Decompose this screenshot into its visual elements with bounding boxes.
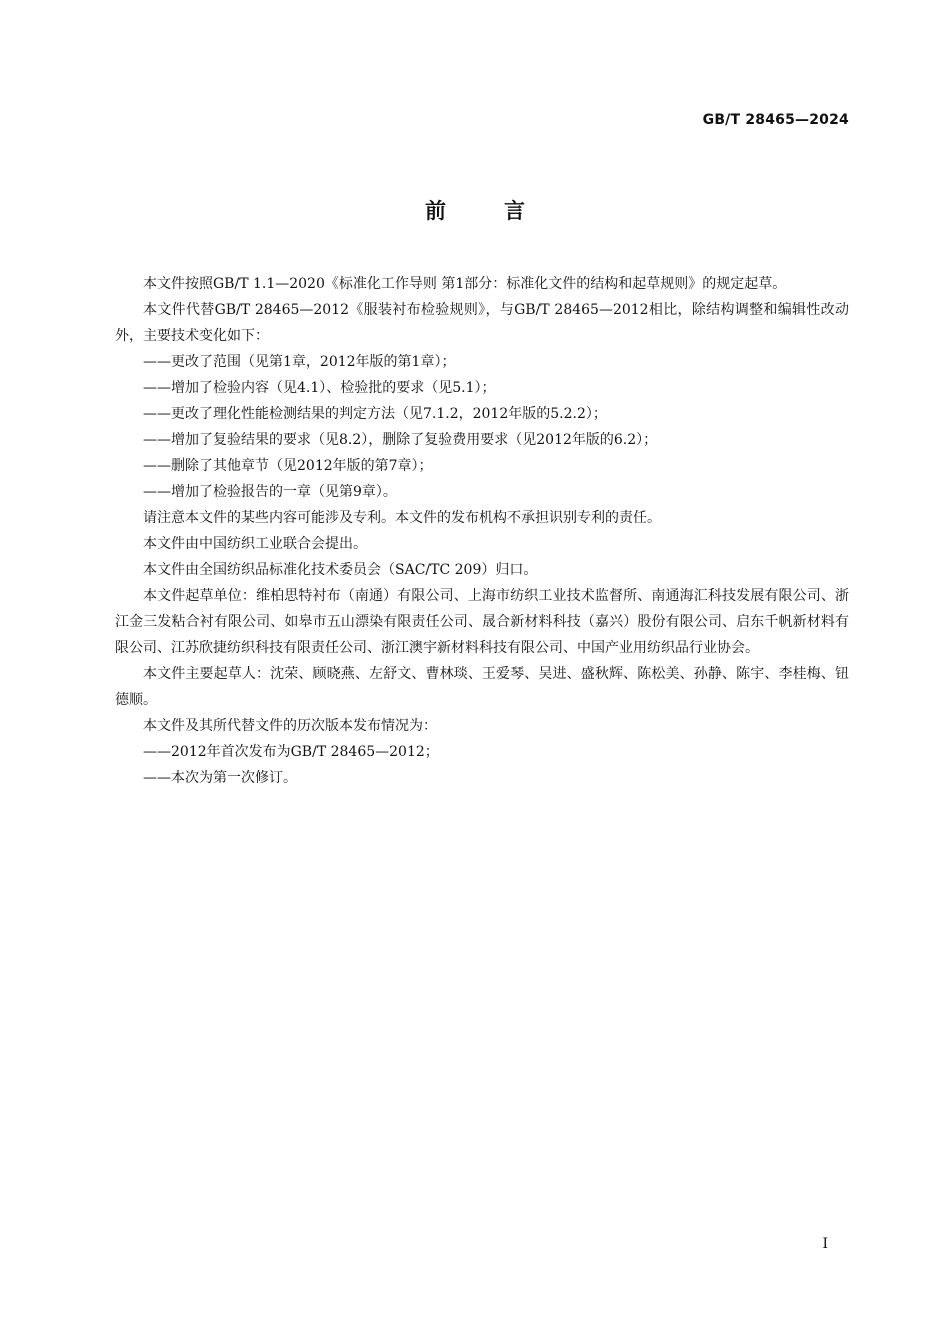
- list-item-change: ——增加了检验报告的一章（见第9章）。: [143, 484, 397, 500]
- list-item-change: ——删除了其他章节（见2012年版的第7章）；: [143, 458, 433, 474]
- paragraph-drafters: 本文件主要起草人：沈荣、顾晓燕、左舒文、曹林琰、王爱琴、吴进、盛秋辉、陈松美、孙静、陈宇、李桂梅、钮德顺。: [115, 666, 849, 708]
- paragraph-drafting-units: 本文件起草单位：维柏思特衬布（南通）有限公司、上海市纺织工业技术监督所、南通海汇科技发展有限公司、浙江金三发粘合衬有限公司、如皋市五山漂染有限责任公司、晟合新材料科技（嘉兴）股份有限公司、启东千帆新材料有限公司、江苏欣捷纺织科技有限责任公司、浙江澳宇新材料科技有限公司、中国产业用纺织品行业协会。: [115, 588, 849, 656]
- paragraph-committee: 本文件由全国纺织品标准化技术委员会（SAC/TC 209）归口。: [143, 562, 538, 578]
- paragraph-proposer: 本文件由中国纺织工业联合会提出。: [143, 536, 367, 552]
- document-code: GB/T 28465—2024: [702, 112, 849, 128]
- list-item-change: ——更改了范围（见第1章，2012年版的第1章）；: [143, 354, 456, 370]
- list-item-change: ——增加了检验内容（见4.1）、检验批的要求（见5.1）；: [143, 380, 496, 396]
- paragraph-patent-notice: 请注意本文件的某些内容可能涉及专利。本文件的发布机构不承担识别专利的责任。: [143, 510, 661, 526]
- list-item-change: ——增加了复验结果的要求（见8.2），删除了复验费用要求（见2012年版的6.2）；: [143, 432, 658, 448]
- paragraph-replacement: 本文件代替GB/T 28465—2012《服装衬布检验规则》，与GB/T 28465—2012相比，除结构调整和编辑性改动外，主要技术变化如下：: [115, 302, 849, 344]
- paragraph-history-intro: 本文件及其所代替文件的历次版本发布情况为：: [143, 718, 437, 734]
- page-number: I: [822, 1236, 828, 1252]
- document-body: [115, 271, 849, 791]
- list-item-history: ——本次为第一次修订。: [143, 770, 297, 786]
- list-item-history: ——2012年首次发布为GB/T 28465—2012；: [143, 744, 439, 760]
- paragraph-drafting-rules: 本文件按照GB/T 1.1—2020《标准化工作导则 第1部分：标准化文件的结构和起草规则》的规定起草。: [143, 276, 787, 292]
- page-title: 前言: [425, 199, 583, 223]
- list-item-change: ——更改了理化性能检测结果的判定方法（见7.1.2，2012年版的5.2.2）；: [143, 406, 607, 422]
